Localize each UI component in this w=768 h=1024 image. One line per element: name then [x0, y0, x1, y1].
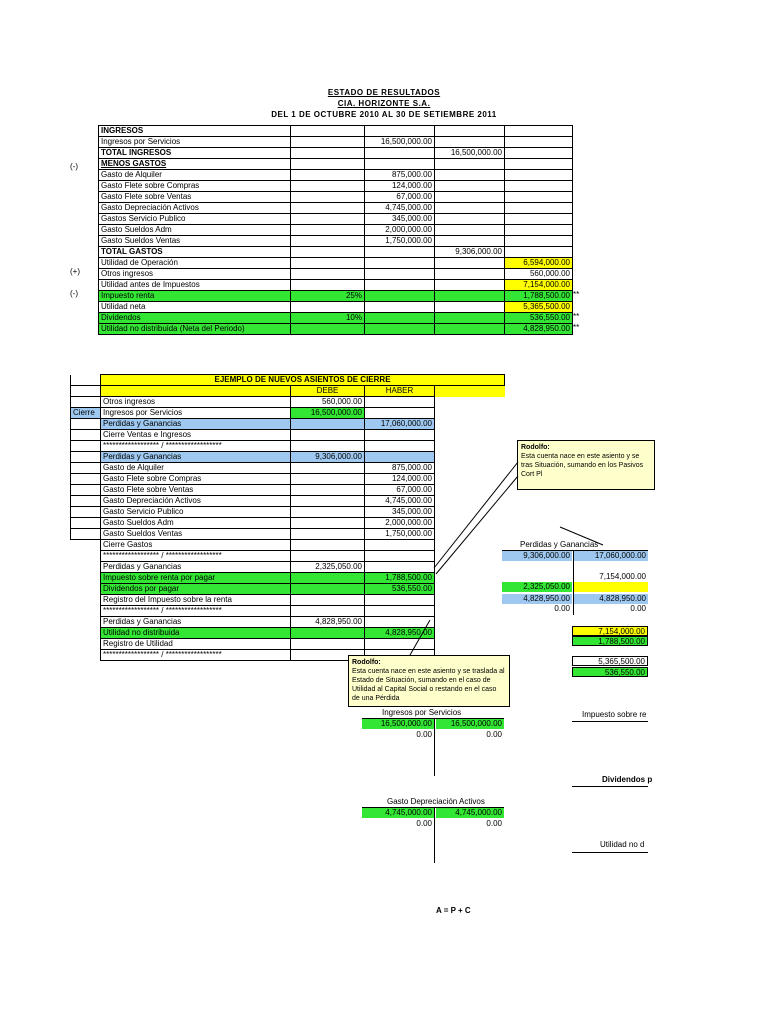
dividendos-t-title: Dividendos p — [602, 775, 653, 784]
pyg-haber-1: 17,060,000.00 — [574, 551, 648, 561]
income-cell-label: Gasto de Alquiler — [99, 170, 291, 181]
side-value-4: 536,550.00 — [572, 667, 648, 677]
income-cell-c2: 124,000.00 — [365, 181, 435, 192]
income-cell-label: Gasto Flete sobre Ventas — [99, 192, 291, 203]
closing-label: Ingresos por Servicios — [101, 408, 291, 419]
pyg-t-stem — [573, 550, 574, 615]
income-cell-label: Utilidad antes de Impuestos — [99, 280, 291, 291]
closing-label: Dividendos por pagar — [101, 584, 291, 595]
closing-label: Perdidas y Ganancias — [101, 419, 291, 430]
closing-label: Gasto Flete sobre Compras — [101, 474, 291, 485]
closing-label: Gasto Sueldos Ventas — [101, 529, 291, 540]
pyg-haber-2: 7,154,000.00 — [599, 572, 646, 581]
closing-haber: 17,060,000.00 — [365, 419, 435, 430]
closing-label: Otros ingresos — [101, 397, 291, 408]
utilidad-t-title: Utilidad no d — [600, 840, 645, 849]
side-value-2: 1,788,500.00 — [572, 636, 648, 646]
income-cell-label: INGRESOS — [99, 126, 291, 137]
closing-haber: 1,750,000.00 — [365, 529, 435, 540]
closing-label: Impuesto sobre renta por pagar — [101, 573, 291, 584]
income-cell-label: Gasto Sueldos Ventas — [99, 236, 291, 247]
side-value-1: 7,154,000.00 — [572, 626, 648, 636]
pyg-yellow-fill — [574, 582, 648, 592]
debe-header: DEBE — [291, 386, 365, 397]
closing-haber: 2,000,000.00 — [365, 518, 435, 529]
ingresos-t-zero-r: 0.00 — [486, 730, 502, 739]
pyg-t-top — [502, 550, 648, 551]
income-cell-label: TOTAL INGRESOS — [99, 148, 291, 159]
ingresos-t-top — [362, 718, 504, 719]
ingresos-t-debe: 16,500,000.00 — [362, 719, 434, 729]
impuesto-t-top — [572, 721, 648, 722]
closing-haber: 536,550.00 — [365, 584, 435, 595]
income-cell-label: Gasto Depreciación Activos — [99, 203, 291, 214]
income-cell-c3: 9,306,000.00 — [435, 247, 505, 258]
closing-haber: 1,788,500.00 — [365, 573, 435, 584]
depreciacion-t-debe: 4,745,000.00 — [362, 808, 434, 818]
closing-debe: 16,500,000.00 — [291, 408, 365, 419]
closing-label: Gasto Sueldos Adm — [101, 518, 291, 529]
income-cell-c4: 6,594,000.00 — [505, 258, 573, 269]
closing-debe: 2,325,050.00 — [291, 562, 365, 573]
closing-haber: 4,828,950.00 — [365, 628, 435, 639]
pyg-debe-4: 4,828,950.00 — [502, 594, 572, 604]
dividendos-t-top — [572, 786, 648, 787]
note1-author: Rodolfo: — [521, 444, 550, 451]
closing-debe: 9,306,000.00 — [291, 452, 365, 463]
depreciacion-t-title: Gasto Depreciación Activos — [387, 797, 485, 806]
ingresos-t-title: Ingresos por Servicios — [382, 708, 462, 717]
closing-label: Registro del Impuesto sobre la renta — [101, 595, 291, 606]
closing-title: EJEMPLO DE NUEVOS ASIENTOS DE CIERRE — [101, 375, 505, 386]
income-cell-label: Ingresos por Servicios — [99, 137, 291, 148]
income-cell-c4: 560,000.00 — [505, 269, 573, 280]
income-cell-c2: 1,750,000.00 — [365, 236, 435, 247]
income-cell-label: Utilidad de Operación — [99, 258, 291, 269]
income-cell-c2: 16,500,000.00 — [365, 137, 435, 148]
pyg-haber-4: 4,828,950.00 — [574, 594, 648, 604]
closing-haber: 345,000.00 — [365, 507, 435, 518]
income-cell-c3: 16,500,000.00 — [435, 148, 505, 159]
income-cell-pct: 25% — [291, 291, 365, 302]
closing-label: Cierre Ventas e Ingresos — [101, 430, 291, 441]
closing-label: Gasto Flete sobre Ventas — [101, 485, 291, 496]
closing-label: ****************** / ****************** — [101, 441, 291, 452]
income-cell-c2: 67,000.00 — [365, 192, 435, 203]
ingresos-t-zero-l: 0.00 — [416, 730, 432, 739]
closing-label: Gasto Servicio Publico — [101, 507, 291, 518]
closing-haber: 124,000.00 — [365, 474, 435, 485]
income-cell-c4: 4,828,950.00 — [505, 324, 573, 335]
income-cell-c4: 7,154,000.00 — [505, 280, 573, 291]
closing-label: Perdidas y Ganancias — [101, 617, 291, 628]
haber-header: HABER — [365, 386, 435, 397]
pyg-debe-3: 2,325,050.00 — [502, 582, 572, 592]
closing-label: ****************** / ****************** — [101, 606, 291, 617]
closing-label: Registro de Utilidad — [101, 639, 291, 650]
pyg-zero-r: 0.00 — [630, 604, 646, 613]
closing-haber: 4,745,000.00 — [365, 496, 435, 507]
income-cell-label: MENOS GASTOS — [99, 159, 291, 170]
note1-text: Esta cuenta nace en este asiento y se tras Situación, sumando en los Pasivos Cort Pl — [521, 453, 644, 478]
income-cell-label: TOTAL GASTOS — [99, 247, 291, 258]
income-cell-label: Gasto Sueldos Adm — [99, 225, 291, 236]
income-cell-label: Dividendos — [99, 313, 291, 324]
pyg-debe-1: 9,306,000.00 — [502, 551, 572, 561]
income-cell-pct: 10% — [291, 313, 365, 324]
stars-marker: ** — [573, 290, 580, 299]
minus-mark-2: (-) — [70, 289, 78, 298]
stars-marker: ** — [573, 323, 580, 332]
closing-side-cell: Cierre — [71, 408, 101, 419]
income-cell-label: Utilidad no distribuida (Neta del Periodo) — [99, 324, 291, 335]
income-cell-c4: 1,788,500.00 — [505, 291, 573, 302]
closing-label: Utilidad no distribuida — [101, 628, 291, 639]
pyg-zero-l: 0.00 — [554, 604, 570, 613]
income-cell-label: Gastos Servicio Publico — [99, 214, 291, 225]
closing-debe: 560,000.00 — [291, 397, 365, 408]
company-text: CIA. HORIZONTE S.A. — [337, 99, 431, 108]
income-cell-c2: 345,000.00 — [365, 214, 435, 225]
closing-label: ****************** / ****************** — [101, 650, 291, 661]
closing-label: Gasto Depreciación Activos — [101, 496, 291, 507]
accounting-formula: A = P + C — [436, 906, 471, 915]
closing-label: Perdidas y Ganancias — [101, 562, 291, 573]
ingresos-t-haber: 16,500,000.00 — [436, 719, 504, 729]
depreciacion-t-stem — [434, 807, 435, 863]
income-cell-c4: 5,365,500.00 — [505, 302, 573, 313]
income-cell-label: Otros ingresos — [99, 269, 291, 280]
closing-label: Perdidas y Ganancias — [101, 452, 291, 463]
income-cell-label: Gasto Flete sobre Compras — [99, 181, 291, 192]
income-cell-c4: 536,550.00 — [505, 313, 573, 324]
closing-label: Gasto de Alquiler — [101, 463, 291, 474]
depreciacion-t-zero-r: 0.00 — [486, 819, 502, 828]
closing-debe: 4,828,950.00 — [291, 617, 365, 628]
note2-author: Rodolfo: — [352, 659, 381, 666]
income-cell-c2: 875,000.00 — [365, 170, 435, 181]
note2-text: Esta cuenta nace en este asiento y se traslada al Estado de Situación, sumando en el caso de Utilidad al Capital Social o restando en el caso de una Pérdida — [352, 668, 505, 702]
closing-haber: 875,000.00 — [365, 463, 435, 474]
depreciacion-t-haber: 4,745,000.00 — [436, 808, 504, 818]
impuesto-t-title: Impuesto sobre re — [582, 710, 647, 719]
depreciacion-t-zero-l: 0.00 — [416, 819, 432, 828]
minus-mark-1: (-) — [70, 162, 78, 171]
stars-marker: ** — [573, 312, 580, 321]
closing-label: Cierre Gastos — [101, 540, 291, 551]
title-text: ESTADO DE RESULTADOS — [327, 88, 441, 97]
report-period: DEL 1 DE OCTUBRE 2010 AL 30 DE SETIEMBRE 2011 — [271, 110, 497, 119]
ingresos-t-stem — [434, 718, 435, 776]
income-cell-label: Impuesto renta — [99, 291, 291, 302]
income-cell-label: Utilidad neta — [99, 302, 291, 313]
closing-haber: 67,000.00 — [365, 485, 435, 496]
plus-mark: (+) — [70, 267, 80, 276]
income-cell-c2: 4,745,000.00 — [365, 203, 435, 214]
income-cell-c2: 2,000,000.00 — [365, 225, 435, 236]
side-value-3: 5,365,500.00 — [572, 656, 648, 666]
closing-label: ****************** / ****************** — [101, 551, 291, 562]
depreciacion-t-top — [362, 807, 504, 808]
pyg-t-title: Perdidas y Ganancias — [520, 540, 599, 549]
utilidad-t-top — [572, 852, 648, 853]
